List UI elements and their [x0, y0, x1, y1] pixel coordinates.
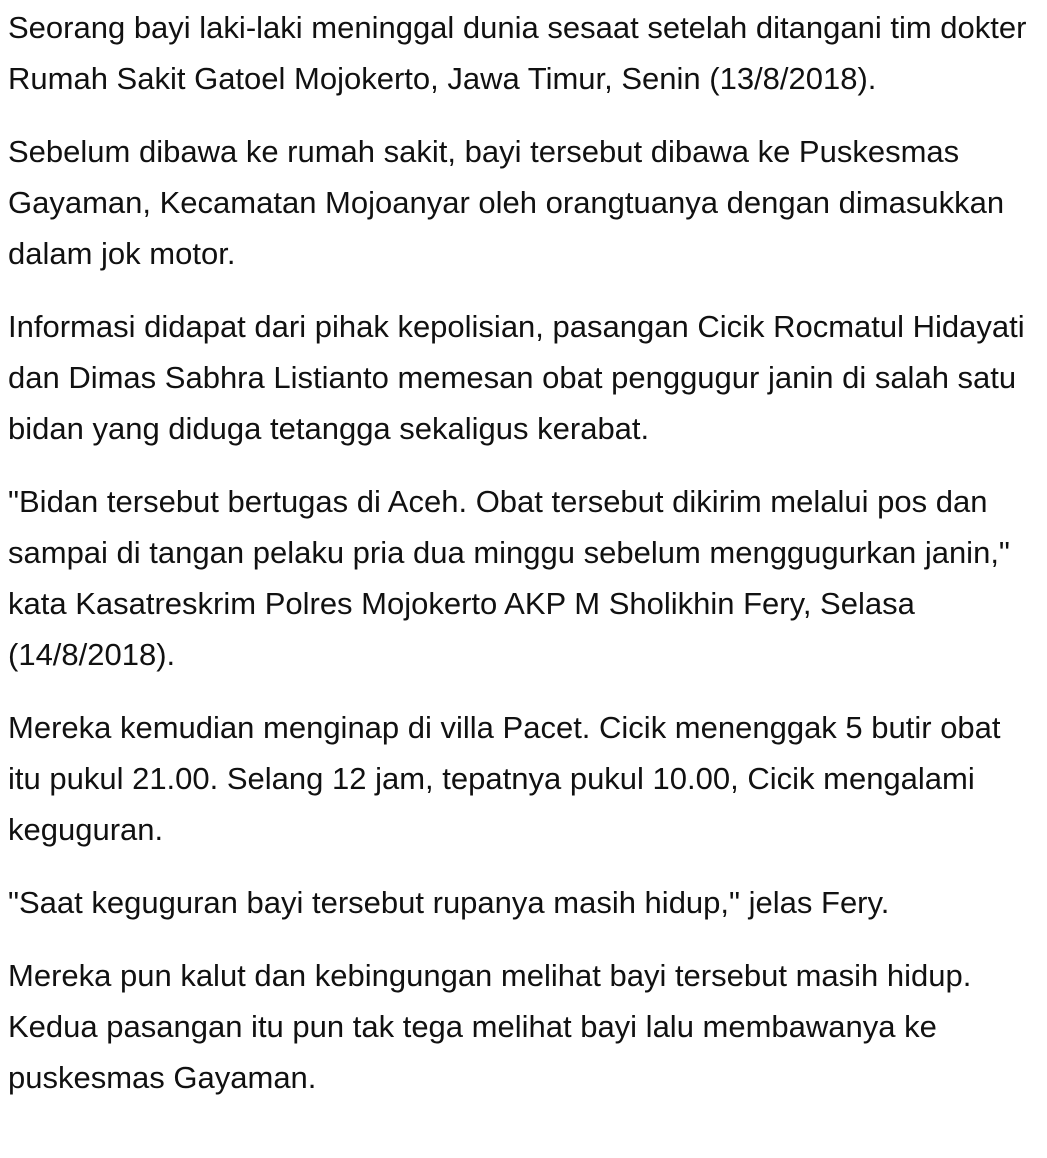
article-paragraph-7: Mereka pun kalut dan kebingungan melihat bayi tersebut masih hidup. Kedua pasangan itu pun tak tega melihat bayi lalu membawanya ke puskesmas Gayaman.: [8, 958, 972, 1095]
article-paragraph-4: "Bidan tersebut bertugas di Aceh. Obat tersebut dikirim melalui pos dan sampai di tangan pelaku pria dua minggu sebelum menggugurkan janin," kata Kasatreskrim Polres Mojokerto AKP M Sholikhin Fery, Selasa (14/8/2018).: [8, 484, 1010, 672]
article-paragraph-6: "Saat keguguran bayi tersebut rupanya masih hidup," jelas Fery.: [8, 885, 890, 920]
article-paragraph-2: Sebelum dibawa ke rumah sakit, bayi tersebut dibawa ke Puskesmas Gayaman, Kecamatan Mojoanyar oleh orangtuanya dengan dimasukkan dalam jok motor.: [8, 134, 1005, 271]
article-paragraph-3: Informasi didapat dari pihak kepolisian, pasangan Cicik Rocmatul Hidayati dan Dimas Sabhra Listianto memesan obat penggugur janin di salah satu bidan yang diduga tetangga sekaligus kerabat.: [8, 309, 1025, 446]
article-paragraph-5: Mereka kemudian menginap di villa Pacet. Cicik menenggak 5 butir obat itu pukul 21.00. Selang 12 jam, tepatnya pukul 10.00, Cicik mengalami keguguran.: [8, 710, 1001, 847]
article-paragraph-1: Seorang bayi laki-laki meninggal dunia sesaat setelah ditangani tim dokter Rumah Sakit Gatoel Mojokerto, Jawa Timur, Senin (13/8/2018).: [8, 10, 1027, 96]
